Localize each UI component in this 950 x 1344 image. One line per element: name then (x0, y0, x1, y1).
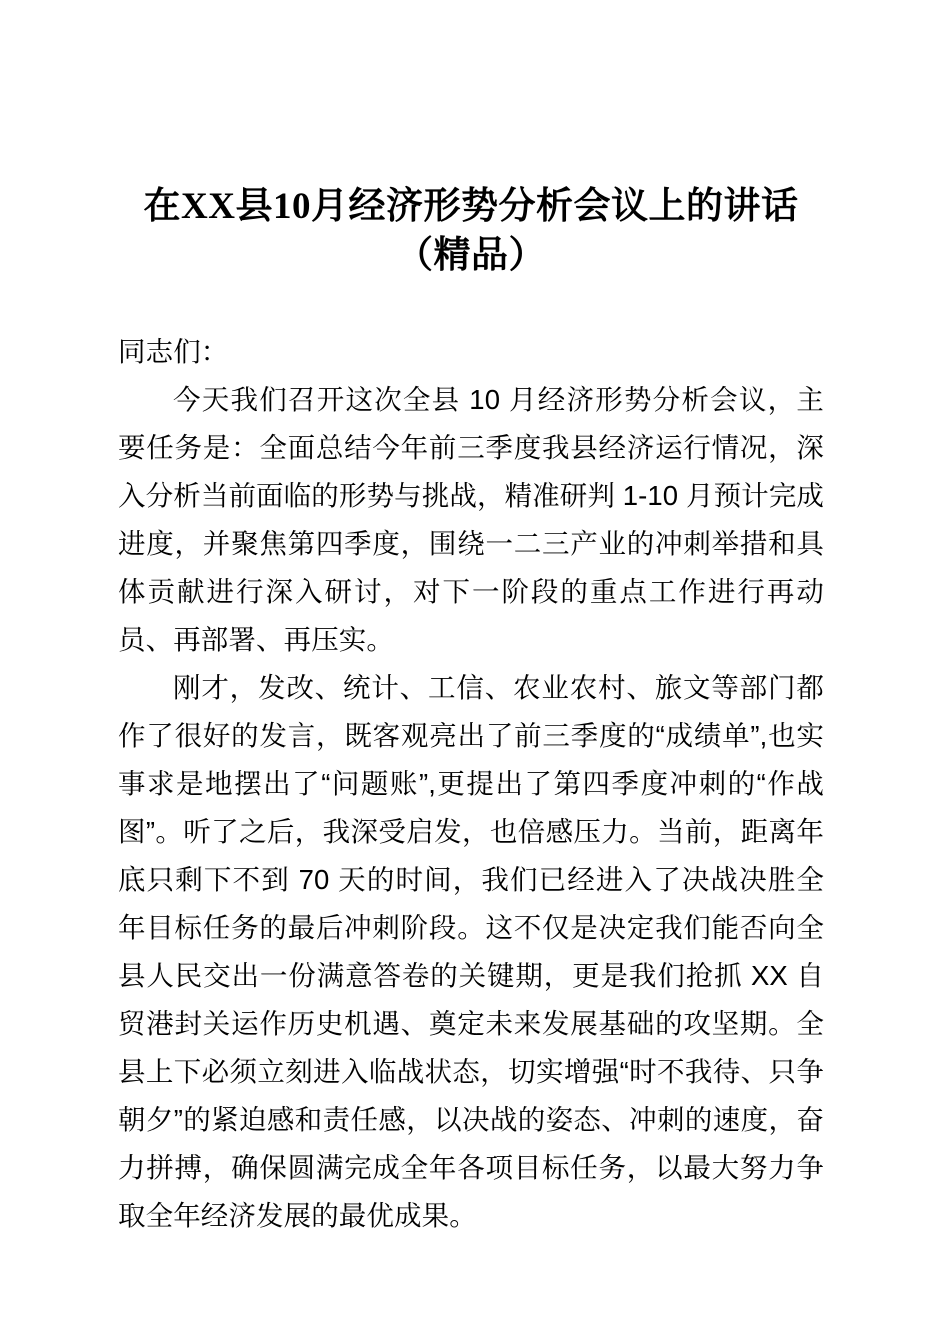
document-title-line-1: 在XX县10月经济形势分析会议上的讲话 (143, 186, 799, 227)
body-paragraph-1: 今天我们召开这次全县 10 月经济形势分析会议，主要任务是：全面总结今年前三季度我县经济运行情况，深入分析当前面临的形势与挑战，精准研判 1-10 月预计完成进度，并聚焦第四季度，围绕一二三产业的冲刺举措和具体贡献进行深入研讨，对下一阶段的重点工作进行再动员、再部署、再压实。 (118, 384, 824, 655)
document-body (118, 328, 824, 1240)
document-title (118, 0, 824, 280)
page-content-area (118, 0, 824, 1240)
body-paragraph-2: 刚才，发改、统计、工信、农业农村、旅文等部门都作了很好的发言，既客观亮出了前三季度的“成绩单”,也实事求是地摆出了“问题账”,更提出了第四季度冲刺的“作战图”。听了之后，我深受启发，也倍感压力。当前，距离年底只剩下不到 70 天的时间，我们已经进入了决战决胜全年目标任务的最后冲刺阶段。这不仅是决定我们能否向全县人民交出一份满意答卷的关键期，更是我们抢抓 XX 自贸港封关运作历史机遇、奠定未来发展基础的攻坚期。全县上下必须立刻进入临战状态，切实增强“时不我待、只争朝夕”的紧迫感和责任感，以决战的姿态、冲刺的速度，奋力拼搏，确保圆满完成全年各项目标任务，以最大努力争取全年经济发展的最优成果。 (118, 672, 824, 1231)
salutation: 同志们： (118, 336, 229, 367)
document-title-line-2: （精品） (396, 235, 546, 276)
